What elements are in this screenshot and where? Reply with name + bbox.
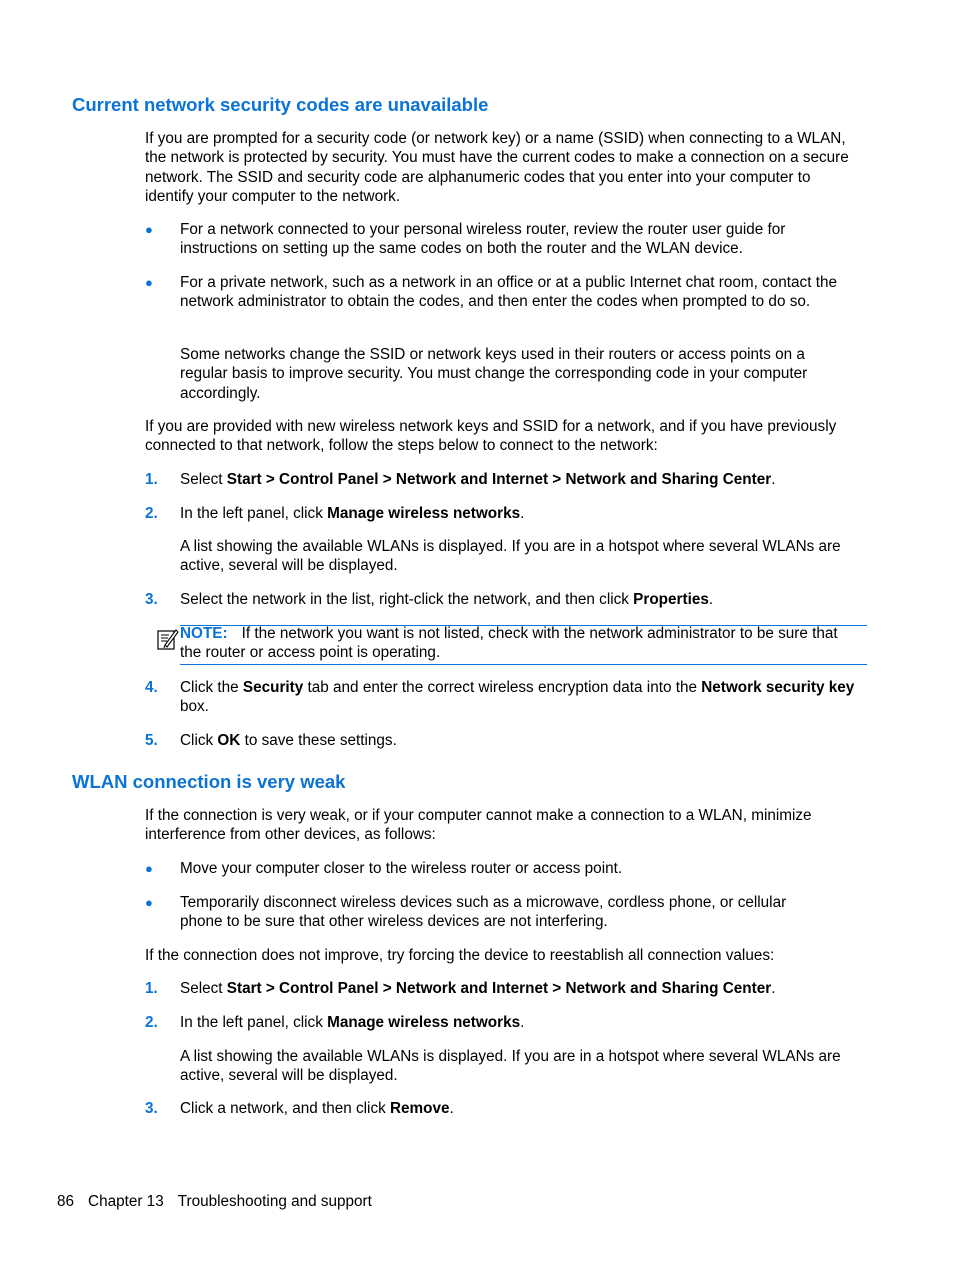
step-text: Select the network in the list, right-click the network, and then click Properties.: [180, 591, 714, 608]
step-text: Click a network, and then click Remove.: [180, 1100, 454, 1117]
step-number: 1.: [145, 980, 158, 997]
step-number: 1.: [145, 471, 158, 488]
note-text: NOTE: If the network you want is not listed, check with the network administrator to be sure that the router or access point is operating.: [180, 625, 838, 662]
page-footer: [57, 1192, 372, 1211]
steps-lead-paragraph: If the connection does not improve, try forcing the device to reestablish all connection values:: [145, 947, 775, 964]
step-text: Select Start > Control Panel > Network and Internet > Network and Sharing Center.: [180, 471, 776, 488]
section-heading-security-codes: Current network security codes are unavailable: [72, 94, 489, 115]
step-number: 3.: [145, 1100, 158, 1117]
note-label: NOTE:: [180, 625, 228, 642]
step-number: 5.: [145, 732, 158, 749]
step-note-paragraph: A list showing the available WLANs is displayed. If you are in a hotspot where several WLANs are active, several will be displayed.: [180, 538, 841, 575]
bullet-text: Move your computer closer to the wireless router or access point.: [180, 860, 623, 877]
bullet-text: Temporarily disconnect wireless devices such as a microwave, cordless phone, or cellular phone to be sure that other wireless devices are not interfering.: [180, 894, 787, 931]
step-number: 4.: [145, 679, 158, 696]
step-text: In the left panel, click Manage wireless networks.: [180, 505, 525, 522]
step-text: Click the Security tab and enter the correct wireless encryption data into the Network security key box.: [180, 679, 855, 716]
footer-title: Troubleshooting and support: [177, 1193, 372, 1210]
bullet-text: For a network connected to your personal wireless router, review the router user guide for instructions on setting up the same codes on both the router and the WLAN device.: [180, 221, 786, 258]
step-text: Click OK to save these settings.: [180, 732, 397, 749]
section-heading-weak-connection: WLAN connection is very weak: [72, 771, 346, 792]
step-text: In the left panel, click Manage wireless networks.: [180, 1014, 525, 1031]
footer-chapter: Chapter 13: [88, 1193, 164, 1210]
bullet-icon: ●: [145, 222, 153, 237]
bullet-icon: ●: [145, 861, 153, 876]
bullet-text: For a private network, such as a network in an office or at a public Internet chat room, contact the network administrator to obtain the codes, and then enter the codes when prompted to do so.: [180, 274, 837, 311]
weak-intro-paragraph: If the connection is very weak, or if your computer cannot make a connection to a WLAN, minimize interference from other devices, as follows:: [145, 807, 812, 844]
step-text: Select Start > Control Panel > Network and Internet > Network and Sharing Center.: [180, 980, 776, 997]
steps-lead-paragraph: If you are provided with new wireless network keys and SSID for a network, and if you have previously connected to that network, follow the steps below to connect to the network:: [145, 418, 837, 455]
bullet-followup-paragraph: Some networks change the SSID or network keys used in their routers or access points on a regular basis to improve security. You must change the corresponding code in your computer accordingly.: [180, 346, 808, 402]
bullet-icon: ●: [145, 275, 153, 290]
step-note-paragraph: A list showing the available WLANs is displayed. If you are in a hotspot where several WLANs are active, several will be displayed.: [180, 1048, 841, 1085]
bullet-icon: ●: [145, 895, 153, 910]
note-pencil-icon: [157, 627, 179, 651]
step-number: 3.: [145, 591, 158, 608]
page-number: 86: [57, 1193, 75, 1210]
step-number: 2.: [145, 505, 158, 522]
security-intro-paragraph: If you are prompted for a security code (or network key) or a name (SSID) when connecting to a WLAN, the network is protected by security. You must have the current codes to make a connection on a secure network. The SSID and security code are alphanumeric codes that you enter into your computer to identify your computer to the network.: [145, 130, 849, 206]
step-number: 2.: [145, 1014, 158, 1031]
note-bottom-rule: [180, 664, 867, 665]
